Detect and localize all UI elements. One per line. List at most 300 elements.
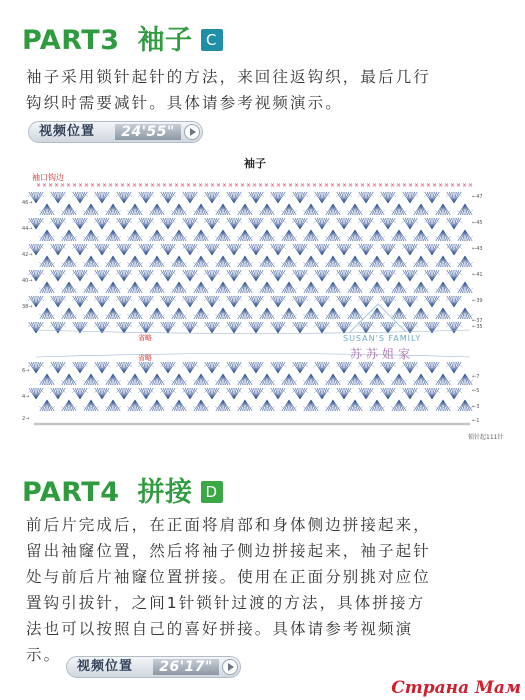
row-number-left: 6→ <box>22 368 30 374</box>
fan-stitch <box>270 218 286 229</box>
fan-stitch <box>226 218 242 229</box>
fan-stitch <box>270 192 286 203</box>
edge-stitch: × <box>228 182 234 189</box>
fan-stitch <box>424 362 440 373</box>
fan-stitch <box>380 296 396 307</box>
fan-stitch <box>380 270 396 281</box>
fan-stitch <box>237 308 253 319</box>
fan-stitch <box>39 230 55 241</box>
part4-badge: D <box>201 481 223 503</box>
fan-stitch <box>226 362 242 373</box>
fan-stitch <box>391 308 407 319</box>
fan-stitch <box>28 362 44 373</box>
fan-stitch <box>182 322 198 333</box>
chain-stitch <box>306 423 309 425</box>
edge-stitch: × <box>360 182 366 189</box>
fan-stitch <box>116 244 132 255</box>
chain-stitch <box>314 423 317 425</box>
fan-stitch <box>105 308 121 319</box>
fan-stitch <box>215 282 231 293</box>
edge-stitch: × <box>276 182 282 189</box>
fan-stitch <box>325 204 341 215</box>
fan-stitch <box>182 388 198 399</box>
chain-stitch <box>258 423 261 425</box>
fan-stitch <box>116 362 132 373</box>
part4-title: 拼接 <box>137 477 193 508</box>
fan-stitch <box>314 388 330 399</box>
edge-stitch: × <box>300 182 306 189</box>
fan-stitch <box>193 256 209 267</box>
fan-stitch <box>50 270 66 281</box>
edge-stitch: × <box>420 182 426 189</box>
chain-stitch <box>162 423 165 425</box>
fan-stitch <box>303 308 319 319</box>
edge-stitch: × <box>450 182 456 189</box>
fan-stitch <box>281 282 297 293</box>
chain-stitch <box>294 423 297 425</box>
chain-stitch <box>238 423 241 425</box>
fan-stitch <box>358 296 374 307</box>
fan-stitch <box>226 388 242 399</box>
fan-stitch <box>424 388 440 399</box>
chain-stitch <box>430 423 433 425</box>
edge-stitch: × <box>96 182 102 189</box>
edge-stitch: × <box>156 182 162 189</box>
fan-stitch <box>446 270 462 281</box>
chain-stitch <box>338 423 341 425</box>
fan-stitch <box>61 282 77 293</box>
fan-stitch <box>336 322 352 333</box>
fan-stitch <box>61 308 77 319</box>
fan-stitch <box>215 204 231 215</box>
fan-stitch <box>336 192 352 203</box>
edge-stitch: × <box>102 182 108 189</box>
fan-stitch <box>149 400 165 411</box>
fan-stitch <box>193 308 209 319</box>
fan-stitch <box>72 244 88 255</box>
fan-stitch <box>435 308 451 319</box>
fan-stitch <box>193 374 209 385</box>
chain-stitch <box>114 423 117 425</box>
fan-stitch <box>347 230 363 241</box>
chain-stitch <box>218 423 221 425</box>
fan-stitch <box>358 270 374 281</box>
fan-stitch <box>39 374 55 385</box>
fan-stitch <box>402 388 418 399</box>
fan-stitch <box>292 296 308 307</box>
row-number-right: ←41 <box>472 272 483 278</box>
chain-stitch <box>110 423 113 425</box>
chain-stitch <box>146 423 149 425</box>
fan-stitch <box>369 282 385 293</box>
fan-stitch <box>193 282 209 293</box>
fan-stitch <box>435 256 451 267</box>
fan-stitch <box>204 388 220 399</box>
fan-stitch <box>83 256 99 267</box>
part3-video-button[interactable] <box>28 121 203 143</box>
chain-stitch <box>58 423 61 425</box>
fan-stitch <box>270 322 286 333</box>
edge-stitch: × <box>240 182 246 189</box>
fan-stitch <box>424 296 440 307</box>
row-number-right: ←39 <box>472 298 483 304</box>
chain-stitch <box>458 423 461 425</box>
chain-stitch <box>350 423 353 425</box>
fan-stitch <box>39 282 55 293</box>
watermark-chinese: 苏苏姐家 <box>350 347 415 361</box>
fan-stitch <box>435 400 451 411</box>
chain-stitch <box>330 423 333 425</box>
chain-stitch <box>90 423 93 425</box>
fan-stitch <box>402 270 418 281</box>
edge-stitch: × <box>444 182 450 189</box>
chain-stitch <box>166 423 169 425</box>
fan-stitch <box>270 270 286 281</box>
fan-stitch <box>435 374 451 385</box>
chain-stitch <box>86 423 89 425</box>
fan-stitch <box>259 230 275 241</box>
fan-stitch <box>248 322 264 333</box>
fan-stitch <box>391 374 407 385</box>
part4-line-4: 置钩引拔针，之间1针锁针过渡的方法，具体拼接方 <box>26 594 426 612</box>
fan-stitch <box>138 388 154 399</box>
fan-stitch <box>446 218 462 229</box>
fan-stitch <box>226 192 242 203</box>
chain-stitch <box>194 423 197 425</box>
fan-stitch <box>171 204 187 215</box>
fan-stitch <box>413 282 429 293</box>
row-number-left: 42→ <box>22 252 33 258</box>
part3-title: 袖子 <box>137 25 193 56</box>
fan-stitch <box>424 218 440 229</box>
row-number-right: ←37 <box>472 318 483 324</box>
chain-stitch <box>366 423 369 425</box>
fan-stitch <box>270 388 286 399</box>
chart-title: 袖子 <box>244 157 266 170</box>
fan-stitch <box>380 322 396 333</box>
row-number-right: ←47 <box>472 194 483 200</box>
fan-stitch <box>237 204 253 215</box>
fan-stitch <box>281 374 297 385</box>
chain-stitch <box>450 423 453 425</box>
chain-stitch <box>62 423 65 425</box>
watermark-english: SUSAN'S FAMILY <box>343 334 422 343</box>
video-timestamp: 26'17" <box>153 659 219 675</box>
chain-stitch <box>410 423 413 425</box>
chain-stitch <box>230 423 233 425</box>
row-number-right: ←35 <box>472 324 483 330</box>
fan-stitch <box>314 362 330 373</box>
fan-stitch <box>281 308 297 319</box>
chain-stitch <box>118 423 121 425</box>
fan-stitch <box>72 362 88 373</box>
part3-heading <box>22 18 223 57</box>
fan-stitch <box>369 204 385 215</box>
fan-stitch <box>94 270 110 281</box>
fan-stitch <box>325 230 341 241</box>
fan-stitch <box>94 296 110 307</box>
fan-stitch <box>171 230 187 241</box>
chain-stitch <box>466 423 469 425</box>
fan-stitch <box>171 308 187 319</box>
chain-stitch <box>298 423 301 425</box>
edge-stitch: × <box>126 182 132 189</box>
fan-stitch <box>72 192 88 203</box>
fan-stitch <box>138 270 154 281</box>
chain-stitch <box>414 423 417 425</box>
edge-stitch: × <box>108 182 114 189</box>
fan-stitch <box>446 244 462 255</box>
fan-stitch <box>215 256 231 267</box>
fan-stitch <box>292 192 308 203</box>
chain-stitch <box>190 423 193 425</box>
play-icon[interactable] <box>184 124 200 140</box>
chain-stitch <box>70 423 73 425</box>
fan-stitch <box>105 400 121 411</box>
fan-stitch <box>226 244 242 255</box>
fan-stitch <box>248 362 264 373</box>
fan-stitch <box>457 230 473 241</box>
fan-stitch <box>424 244 440 255</box>
fan-stitch <box>61 256 77 267</box>
fan-stitch <box>391 400 407 411</box>
chain-stitch <box>122 423 125 425</box>
fan-stitch <box>336 244 352 255</box>
chain-stitch <box>358 423 361 425</box>
fan-stitch <box>127 400 143 411</box>
chain-stitch <box>402 423 405 425</box>
edge-stitch: × <box>192 182 198 189</box>
fan-stitch <box>116 270 132 281</box>
fan-stitch <box>149 230 165 241</box>
fan-stitch <box>248 192 264 203</box>
edge-stitch: × <box>402 182 408 189</box>
fan-stitch <box>138 192 154 203</box>
chain-stitch <box>106 423 109 425</box>
edge-stitch: × <box>462 182 468 189</box>
chain-stitch <box>38 423 41 425</box>
part4-last-prefix: 示。 <box>26 646 62 664</box>
edge-stitch: × <box>432 182 438 189</box>
fan-stitch <box>248 244 264 255</box>
fan-stitch <box>105 282 121 293</box>
fan-stitch <box>358 218 374 229</box>
fan-stitch <box>61 230 77 241</box>
fan-stitch <box>413 230 429 241</box>
fan-stitch <box>204 270 220 281</box>
fan-stitch <box>138 218 154 229</box>
fan-stitch <box>127 282 143 293</box>
fan-stitch <box>391 204 407 215</box>
part4-video-button[interactable] <box>66 656 241 678</box>
fan-stitch <box>314 322 330 333</box>
fan-stitch <box>215 400 231 411</box>
fan-stitch <box>259 282 275 293</box>
fan-stitch <box>413 256 429 267</box>
fan-stitch <box>281 230 297 241</box>
chain-stitch <box>150 423 153 425</box>
edge-stitch: × <box>180 182 186 189</box>
chain-stitch <box>322 423 325 425</box>
fan-stitch <box>39 400 55 411</box>
chain-stitch <box>394 423 397 425</box>
fan-stitch <box>226 270 242 281</box>
fan-stitch <box>237 282 253 293</box>
fan-stitch <box>336 388 352 399</box>
edge-stitch: × <box>204 182 210 189</box>
fan-stitch <box>204 192 220 203</box>
edge-stitch: × <box>138 182 144 189</box>
site-watermark-logo: Страна Мам <box>391 678 521 698</box>
fan-stitch <box>138 322 154 333</box>
fan-stitch <box>347 374 363 385</box>
edge-stitch: × <box>114 182 120 189</box>
fan-stitch <box>325 282 341 293</box>
fan-stitch <box>314 244 330 255</box>
edge-stitch: × <box>438 182 444 189</box>
edge-stitch: × <box>330 182 336 189</box>
part4-heading <box>22 470 223 509</box>
fan-stitch <box>402 244 418 255</box>
row-number-right: ←3 <box>472 404 480 410</box>
fan-stitch <box>380 244 396 255</box>
edge-stitch: × <box>246 182 252 189</box>
chain-stitch <box>222 423 225 425</box>
chain-stitch <box>142 423 145 425</box>
fan-stitch <box>303 204 319 215</box>
fan-stitch <box>83 374 99 385</box>
fan-stitch <box>50 192 66 203</box>
chain-stitch <box>54 423 57 425</box>
fan-stitch <box>182 296 198 307</box>
fan-stitch <box>116 192 132 203</box>
fan-stitch <box>50 322 66 333</box>
fan-stitch <box>160 192 176 203</box>
fan-stitch <box>160 218 176 229</box>
chain-stitch <box>234 423 237 425</box>
edge-stitch: × <box>456 182 462 189</box>
fan-stitch <box>204 244 220 255</box>
chain-stitch <box>386 423 389 425</box>
fan-stitch <box>314 192 330 203</box>
edge-stitch: × <box>282 182 288 189</box>
edge-stitch: × <box>234 182 240 189</box>
part4-number: PART4 <box>22 477 120 508</box>
chain-stitch <box>130 423 133 425</box>
chain-stitch <box>346 423 349 425</box>
row-number-left: 2→ <box>22 416 30 422</box>
edge-stitch: × <box>270 182 276 189</box>
fan-stitch <box>72 270 88 281</box>
fan-stitch <box>215 308 231 319</box>
part4-line-1: 前后片完成后，在正面将肩部和身体侧边拼接起来， <box>26 516 431 534</box>
fan-stitch <box>314 270 330 281</box>
chain-stitch <box>266 423 269 425</box>
fan-stitch <box>248 218 264 229</box>
chain-stitch <box>138 423 141 425</box>
fan-stitch <box>149 256 165 267</box>
edge-stitch: × <box>294 182 300 189</box>
fan-stitch <box>325 256 341 267</box>
fan-stitch <box>94 388 110 399</box>
edge-stitch: × <box>396 182 402 189</box>
fan-stitch <box>303 400 319 411</box>
edge-stitch: × <box>90 182 96 189</box>
fan-stitch <box>336 270 352 281</box>
fan-stitch <box>50 362 66 373</box>
fan-stitch <box>127 256 143 267</box>
fan-stitch <box>281 204 297 215</box>
edge-stitch: × <box>354 182 360 189</box>
chain-stitch <box>370 423 373 425</box>
fan-stitch <box>402 218 418 229</box>
fan-stitch <box>281 256 297 267</box>
edge-stitch: × <box>162 182 168 189</box>
part4-paragraph <box>26 512 504 668</box>
fan-stitch <box>28 388 44 399</box>
fan-stitch <box>336 296 352 307</box>
fan-stitch <box>457 204 473 215</box>
chain-stitch <box>226 423 229 425</box>
fan-stitch <box>435 282 451 293</box>
fan-stitch <box>457 256 473 267</box>
fan-stitch <box>138 296 154 307</box>
fan-stitch <box>303 282 319 293</box>
fan-stitch <box>171 400 187 411</box>
edge-stitch: × <box>78 182 84 189</box>
row-number-left: 40→ <box>22 278 33 284</box>
fan-stitch <box>457 308 473 319</box>
fan-stitch <box>391 256 407 267</box>
fan-stitch <box>413 308 429 319</box>
edge-stitch: × <box>150 182 156 189</box>
fan-stitch <box>303 374 319 385</box>
fan-stitch <box>358 388 374 399</box>
play-icon[interactable] <box>222 659 238 675</box>
fan-stitch <box>292 218 308 229</box>
edge-stitch: × <box>336 182 342 189</box>
row-number-right: ←45 <box>472 220 483 226</box>
fan-stitch <box>270 244 286 255</box>
chain-stitch <box>46 423 49 425</box>
chain-stitch <box>442 423 445 425</box>
fan-stitch <box>391 230 407 241</box>
chain-stitch <box>318 423 321 425</box>
watermark-roof-icon <box>350 304 406 332</box>
edge-stitch: × <box>132 182 138 189</box>
chain-stitch <box>66 423 69 425</box>
fan-stitch <box>270 296 286 307</box>
fan-stitch <box>94 322 110 333</box>
fan-stitch <box>259 374 275 385</box>
fan-stitch <box>94 362 110 373</box>
fan-stitch <box>347 204 363 215</box>
edge-stitch: × <box>468 182 474 189</box>
chain-stitch <box>302 423 305 425</box>
edge-stitch: × <box>42 182 48 189</box>
fan-stitch <box>39 204 55 215</box>
chain-stitch <box>94 423 97 425</box>
edge-stitch: × <box>120 182 126 189</box>
fan-stitch <box>182 362 198 373</box>
fan-stitch <box>402 296 418 307</box>
fan-stitch <box>171 282 187 293</box>
part3-number: PART3 <box>22 25 120 56</box>
fan-stitch <box>259 400 275 411</box>
chart-grid <box>20 152 490 442</box>
chain-stitch <box>454 423 457 425</box>
chain-stitch <box>178 423 181 425</box>
